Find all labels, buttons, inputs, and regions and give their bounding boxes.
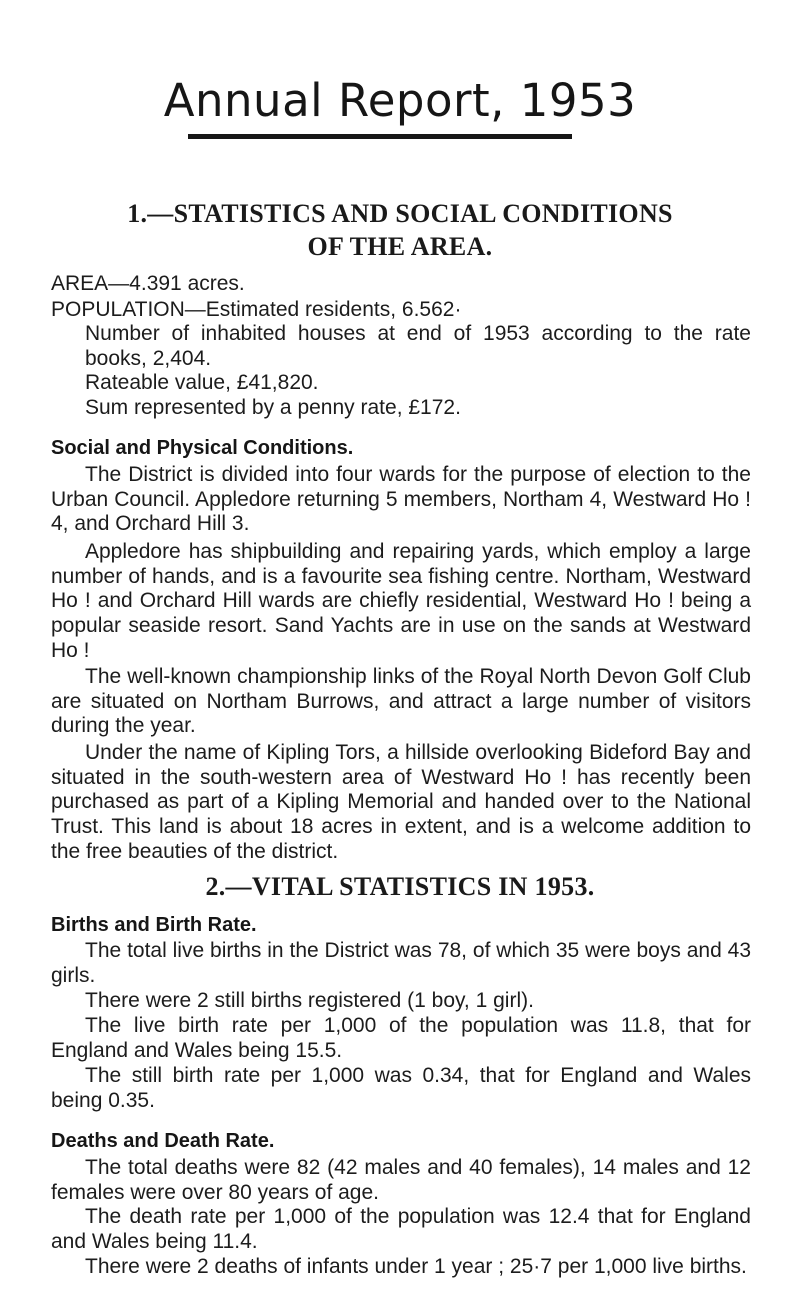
still-birth-rate-paragraph: The still birth rate per 1,000 was 0.34, that for England and Wales being 0.35.: [51, 1064, 751, 1112]
section2-heading: 2.—VITAL STATISTICS IN 1953.: [205, 872, 595, 901]
golf-club-paragraph: The well-known championship links of the Royal North Devon Golf Club are situated on Northam Burrows, and attract a large number of visitors during the year.: [51, 665, 751, 738]
still-births-paragraph: There were 2 still births registered (1 boy, 1 girl).: [85, 989, 534, 1012]
kipling-tors-paragraph: Under the name of Kipling Tors, a hillside overlooking Bideford Bay and situated in the south-western area of Westward Ho ! has recently been purchased as part of a Kipling Memorial and handed over to the National Trust. This land is about 18 acres in extent, and is a welcome addition to the free beauties of the district.: [51, 741, 751, 863]
section1-heading-line2: OF THE AREA.: [307, 232, 493, 261]
death-rate-paragraph: The death rate per 1,000 of the population was 12.4 that for England and Wales being 11.4.: [51, 1205, 751, 1253]
wards-paragraph: The District is divided into four wards for the purpose of election to the Urban Council. Appledore returning 5 members, Northam 4, Westward Ho ! 4, and Orchard Hill 3.: [51, 463, 751, 536]
live-births-paragraph: The total live births in the District was 78, of which 35 were boys and 43 girls.: [51, 939, 751, 987]
section1-heading-line1: 1.—STATISTICS AND SOCIAL CONDITIONS: [127, 199, 673, 228]
live-birth-rate-paragraph: The live birth rate per 1,000 of the population was 11.8, that for England and Wales being 15.5.: [51, 1014, 751, 1062]
penny-rate-line: Sum represented by a penny rate, £172.: [85, 396, 461, 419]
social-conditions-heading: Social and Physical Conditions.: [51, 437, 354, 459]
total-deaths-paragraph: The total deaths were 82 (42 males and 40 females), 14 males and 12 females were over 80 years of age.: [51, 1156, 751, 1204]
births-heading: Births and Birth Rate.: [51, 914, 257, 936]
area-line: AREA—4.391 acres.: [51, 272, 245, 295]
title-underline: [188, 134, 572, 139]
deaths-heading: Deaths and Death Rate.: [51, 1130, 275, 1152]
page-title: Annual Report, 1953: [163, 74, 637, 127]
population-line: POPULATION—Estimated residents, 6.562·: [51, 298, 462, 321]
infant-deaths-paragraph: There were 2 deaths of infants under 1 year ; 25·7 per 1,000 live births.: [85, 1255, 747, 1278]
rateable-value-line: Rateable value, £41,820.: [85, 371, 319, 394]
inhabited-houses-line: Number of inhabited houses at end of 1953 according to the rate books, 2,404.: [85, 322, 751, 370]
appledore-paragraph: Appledore has shipbuilding and repairing yards, which employ a large number of hands, and is a favourite sea fishing centre. Northam, Westward Ho ! and Orchard Hill wards are chiefly residential, Westward Ho ! being a popular seaside resort. Sand Yachts are in use on the sands at Westward Ho !: [51, 540, 751, 662]
